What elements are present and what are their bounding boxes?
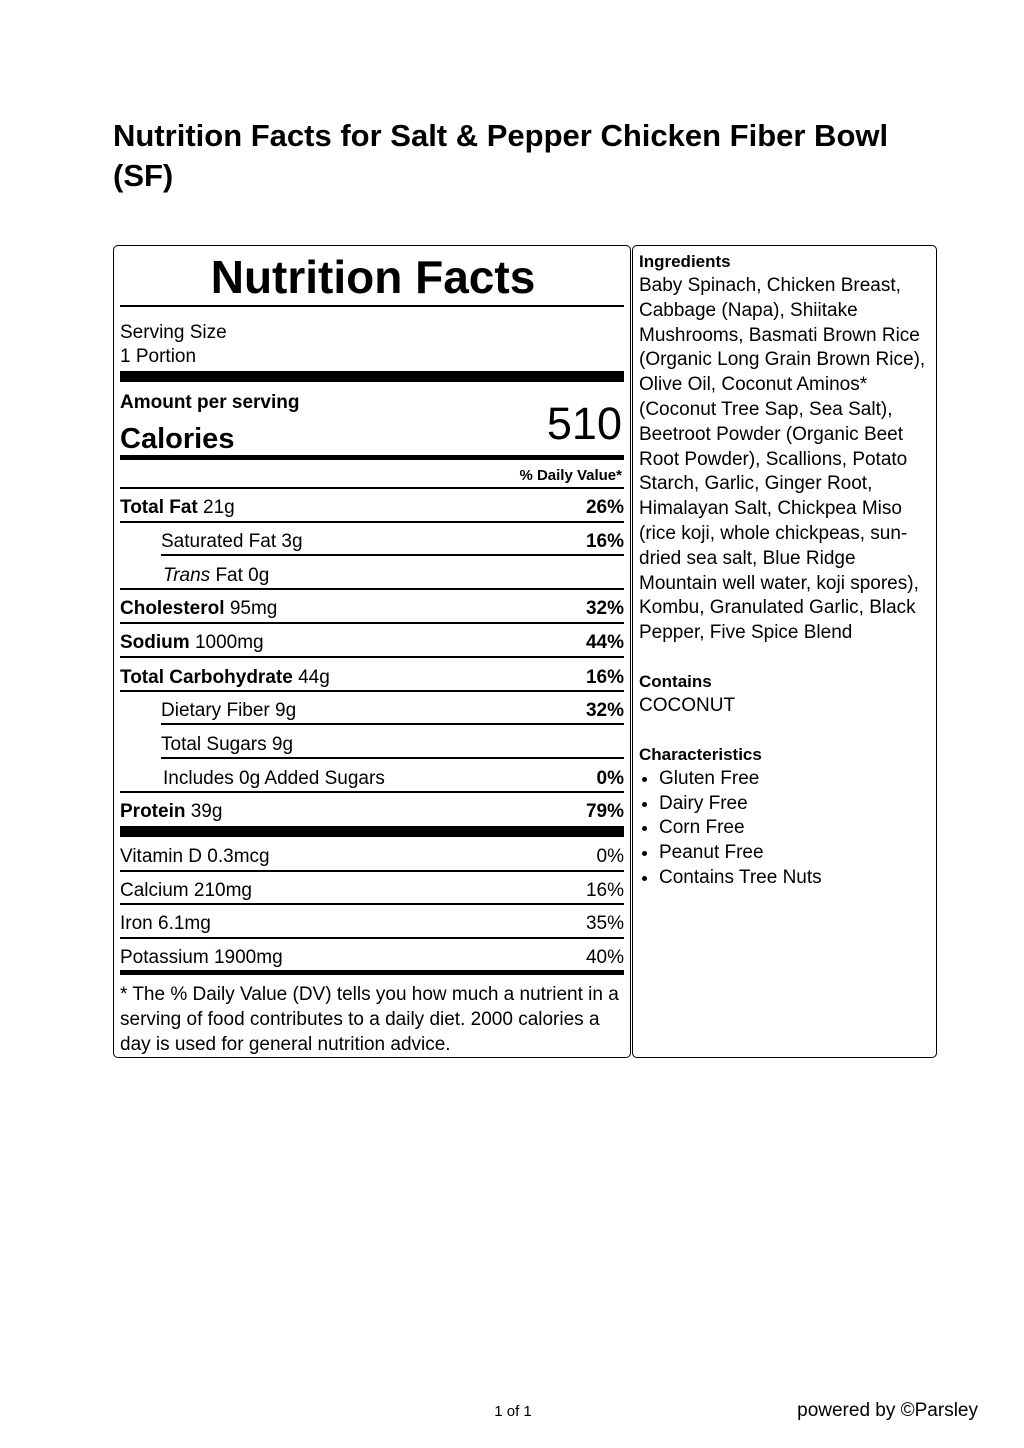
nutrient-amount: 95mg [229,598,278,619]
list-item: • Corn Free [659,816,931,841]
nutrient-row-trans-fat [120,564,624,588]
micronutrient-dv: 35% [585,913,624,934]
divider [161,757,624,759]
nutrient-amount: 3g [281,531,303,552]
nutrient-dv: 26% [585,497,624,518]
nutrient-amount: 9g [271,734,294,755]
thick-divider [120,371,624,382]
serving-size-label: Serving Size [120,322,227,343]
micronutrient-row-iron [120,912,624,936]
divider [120,903,624,905]
nutrient-amount: Fat 0g [215,565,270,586]
nutrient-name: Trans [163,565,211,586]
calories-value: 510 [546,398,622,449]
nutrient-dv: 32% [585,700,624,721]
characteristics-heading: Characteristics [639,744,762,764]
nutrient-row-protein [120,800,624,824]
nutrient-dv: 32% [585,598,624,619]
nutrient-row-total-carbohydrate [120,666,624,690]
divider [120,791,624,793]
nutrient-name: Sodium [120,632,190,653]
daily-value-header: % Daily Value* [519,467,622,484]
nutrient-dv: 44% [585,632,624,653]
nutrient-row-cholesterol [120,597,624,621]
nutrient-amount: 21g [203,497,235,518]
medium-divider [120,970,624,975]
ingredients-text: Baby Spinach, Chicken Breast, Cabbage (Napa), Shiitake Mushrooms, Basmati Brown Rice (Organic Long Grain Brown Rice), Olive Oil, Coconut Aminos* (Coconut Tree Sap, Sea Salt), Beetroot Powder (Organic Beet Root Powder), Scallions, Potato Starch, Garlic, Ginger Root, Himalayan Salt, Chickpea Miso (rice koji, whole chickpeas, sun-dried sea salt, Blue Ridge Mountain well water, koji spores), Kombu, Granulated Garlic, Black Pepper, Five Spice Blend [639,275,926,644]
powered-by: powered by ©Parsley [797,1400,978,1421]
divider [120,870,624,872]
micronutrient-name: Calcium 210mg [120,880,252,901]
page-number: 1 of 1 [494,1403,532,1420]
nutrient-name: Protein [120,801,186,822]
divider [120,305,624,307]
micronutrient-row-calcium [120,879,624,903]
footnote: * The % Daily Value (DV) tells you how much a nutrient in a serving of food contributes to a daily diet. 2000 calories a day is used for general nutrition advice. [120,984,619,1055]
nutrition-facts-label [113,245,631,1058]
nutrient-row-total-fat [120,496,624,520]
list-item: • Gluten Free [659,767,931,792]
nutrient-name: Total Fat [120,497,198,518]
divider [120,690,624,692]
amount-per-serving: Amount per serving [120,392,300,413]
micronutrient-dv: 40% [585,947,624,968]
nutrient-name: Total Sugars [161,734,267,755]
nutrient-row-dietary-fiber [120,699,624,723]
nutrient-dv: 16% [585,531,624,552]
micronutrient-name: Potassium 1900mg [120,947,283,968]
list-item: • Contains Tree Nuts [659,866,931,891]
micronutrient-row-vitamin-d [120,845,624,869]
nutrient-name: Includes 0g Added Sugars [163,768,385,789]
micronutrient-name: Vitamin D 0.3mcg [120,846,270,867]
serving-size-value: 1 Portion [120,346,197,367]
micronutrient-row-potassium [120,946,624,970]
characteristics-list [639,767,931,891]
contains-value: COCONUT [639,694,736,716]
divider [120,487,624,489]
divider [120,656,624,658]
nutrient-row-saturated-fat [120,530,624,554]
nutrient-name: Cholesterol [120,598,225,619]
label-heading: Nutrition Facts [210,251,536,303]
list-item: • Dairy Free [659,792,931,817]
calories-label: Calories [120,423,235,455]
divider [161,554,624,556]
thick-divider [120,826,624,837]
divider [120,622,624,624]
nutrient-name: Dietary Fiber [161,700,270,721]
medium-divider [120,455,624,460]
nutrient-amount: 44g [298,667,330,688]
divider [120,937,624,939]
nutrient-amount: 39g [190,801,223,822]
ingredients-panel [632,245,937,1058]
nutrient-dv: 0% [596,768,624,789]
ingredients-heading: Ingredients [639,252,731,271]
nutrient-amount: 1000mg [194,632,264,653]
list-item: • Peanut Free [659,841,931,866]
nutrient-dv: 16% [585,667,624,688]
divider [120,521,624,523]
nutrient-dv: 79% [585,801,624,822]
divider [161,723,624,725]
contains-heading: Contains [639,671,712,691]
micronutrient-dv: 16% [585,880,624,901]
nutrient-row-sodium [120,631,624,655]
nutrient-name: Total Carbohydrate [120,667,293,688]
nutrient-name: Saturated Fat [161,531,277,552]
divider [120,588,624,590]
micronutrient-name: Iron 6.1mg [120,913,211,934]
micronutrient-dv: 0% [596,846,624,867]
nutrient-row-total-sugars [120,733,624,757]
nutrient-amount: 9g [275,700,297,721]
page-title: Nutrition Facts for Salt & Pepper Chicken Fiber Bowl (SF) [113,118,889,193]
nutrient-row-added-sugars [120,767,624,791]
